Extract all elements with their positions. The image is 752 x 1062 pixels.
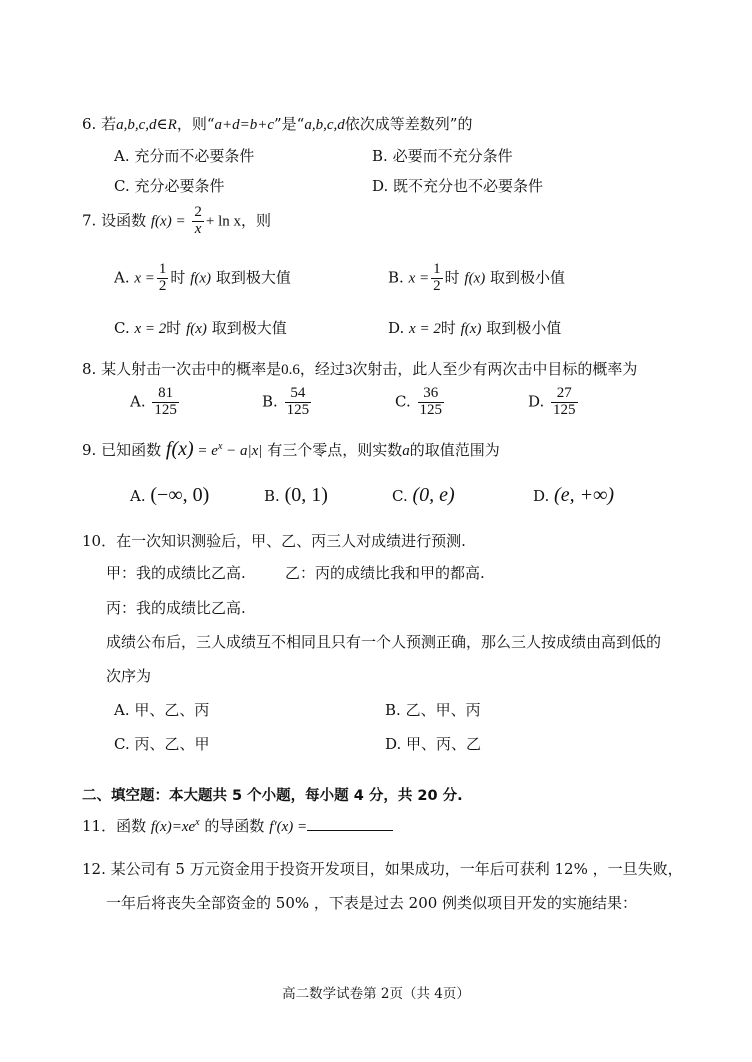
q6-option-b: B. 必要而不充分条件 [372, 147, 513, 165]
q6-option-c: C. 充分必要条件 [114, 177, 225, 195]
q10-option-b: B. 乙、甲、丙 [385, 701, 481, 719]
question-number: 8. [82, 360, 97, 378]
question-number: 12. [82, 860, 106, 878]
fraction: $\frac{36}{125}$ [419, 385, 442, 418]
fraction: $\frac{81}{125}$ [154, 385, 177, 418]
question-number: 7. [82, 211, 97, 230]
fraction: $\frac{54}{125}$ [286, 385, 310, 418]
q10-option-a: A. 甲、乙、丙 [114, 701, 210, 719]
question-12: 12. 某公司有 5 万元资金用于投资开发项目，如果成功，一年后可获利 12% ，一旦失败， [82, 860, 683, 878]
q8-option-d: D. $\frac{27}{125}$ [528, 385, 576, 418]
answer-blank[interactable] [307, 816, 393, 831]
question-number: 9. [82, 441, 97, 459]
q10-line5: 次序为 [106, 667, 152, 685]
fraction: $\frac{1}{2}$ [158, 261, 167, 294]
q9-option-d: D. (e, +∞) [533, 484, 614, 506]
fraction: $\frac{1}{2}$ [433, 261, 441, 294]
question-7: 7. 设函数 f(x) = $\frac{2}{x}$ + ln x，则 [82, 204, 272, 237]
q8-option-b: B. $\frac{54}{125}$ [262, 385, 310, 418]
q10-statement-jia: 甲：我的成绩比乙高. [106, 564, 246, 582]
q6-option-d: D. 既不充分也不必要条件 [372, 177, 544, 195]
question-9: 9. 已知函数 $f(x) = e^x - a|x|$ 有三个零点，则实数a的取值范围为 [82, 438, 500, 460]
q9-option-a: A. (−∞, 0) [130, 484, 210, 506]
q10-option-d: D. 甲、丙、乙 [385, 735, 482, 753]
fraction: $\frac{27}{125}$ [553, 385, 576, 418]
q7-option-a: A. x = $\frac{1}{2}$ 时 f(x) 取到极大值 [114, 261, 291, 294]
q10-line4: 成绩公布后，三人成绩互不相同且只有一个人预测正确，那么三人按成绩由高到低的 [106, 633, 662, 651]
section-heading: 二、填空题：本大题共 5 个小题，每小题 4 分，共 20 分. [82, 788, 463, 804]
question-number: 10． [82, 532, 117, 550]
question-6: 6. 若a,b,c,d∈R，则“a+d=b+c”是“a,b,c,d依次成等差数列”的 [82, 115, 473, 133]
q10-option-c: C. 丙、乙、甲 [114, 735, 210, 753]
q8-option-a: A. $\frac{81}{125}$ [130, 385, 177, 418]
q7-option-d: D. x = 2时 f(x) 取到极小值 [388, 319, 562, 337]
q12-line2: 一年后将丧失全部资金的 50% ，下表是过去 200 例类似项目开发的实施结果： [106, 894, 638, 912]
q9-option-c: C. (0, e) [392, 484, 455, 506]
fraction: $\frac{2}{x}$ [194, 204, 202, 237]
q8-option-c: C. $\frac{36}{125}$ [395, 385, 442, 418]
question-10: 10．在一次知识测验后，甲、乙、丙三人对成绩进行预测. [82, 532, 466, 550]
q7-option-b: B. x = $\frac{1}{2}$ 时 f(x) 取到极小值 [388, 261, 566, 294]
question-8: 8. 某人射击一次击中的概率是0.6，经过3次射击，此人至少有两次击中目标的概率为 [82, 360, 638, 378]
q10-statement-bing: 丙：我的成绩比乙高. [106, 599, 246, 617]
q10-statement-yi: 乙：丙的成绩比我和甲的都高. [285, 564, 485, 582]
q6-option-a: A. 充分而不必要条件 [114, 147, 255, 165]
page-footer: 高二数学试卷第 2页（共 4页） [282, 986, 470, 1002]
question-11: 11．函数 $f(x)=xe^x$ 的导函数 f′(x) = [82, 815, 393, 836]
question-number: 6. [82, 115, 97, 133]
question-number: 11． [82, 817, 117, 835]
q9-option-b: B. (0, 1) [264, 484, 328, 506]
q7-option-c: C. x = 2时 f(x) 取到极大值 [114, 319, 287, 337]
